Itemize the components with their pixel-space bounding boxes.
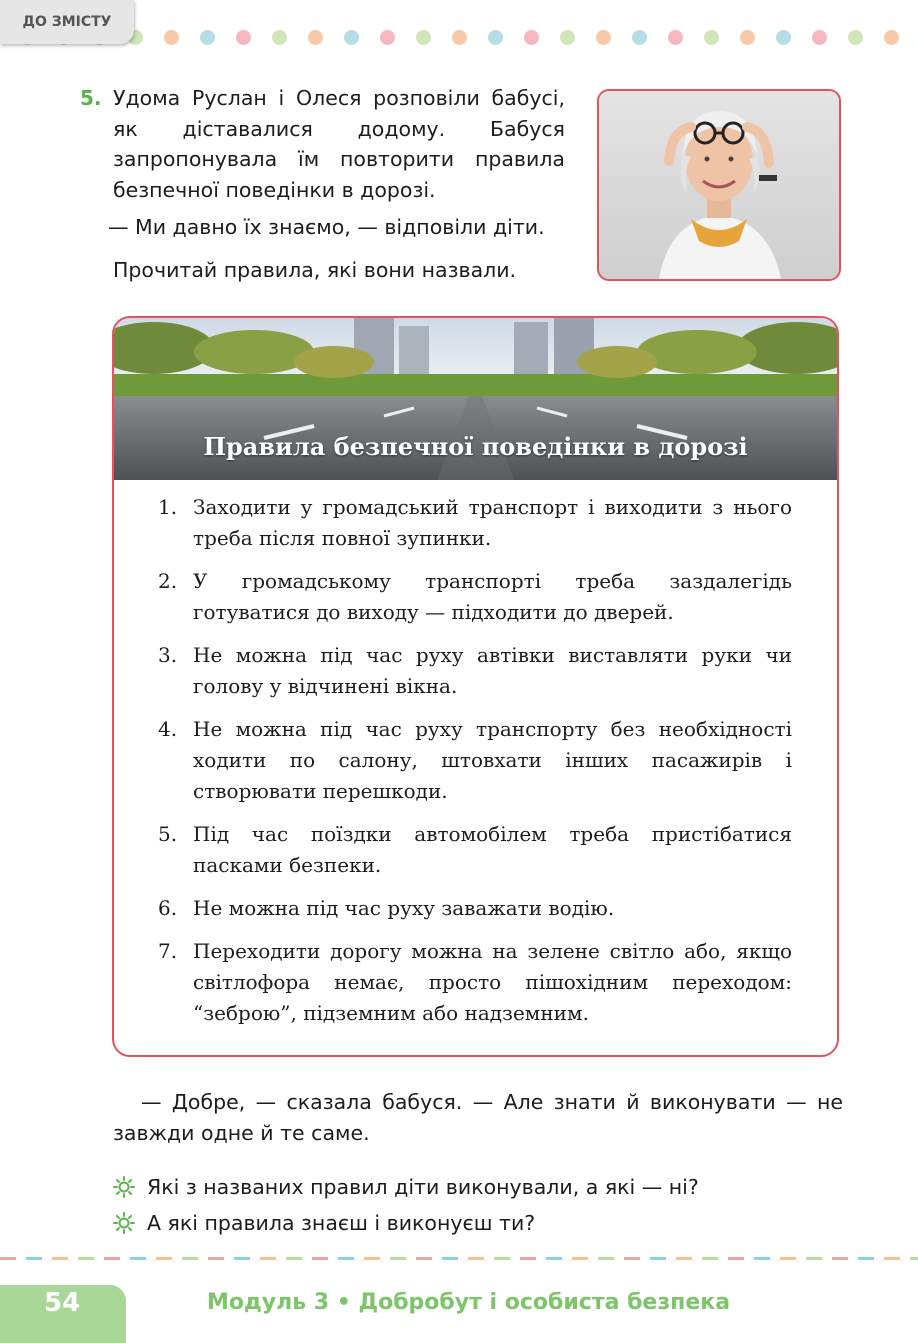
divider-dash <box>650 1257 666 1260</box>
rules-title: Правила безпечної поведінки в дорозі <box>203 432 748 461</box>
question-text: А які правила знаєш і виконуєш ти? <box>147 1211 536 1235</box>
divider-dash <box>416 1257 432 1260</box>
rule-number: 5. <box>158 822 178 846</box>
divider-dash <box>884 1257 900 1260</box>
divider-dash <box>598 1257 614 1260</box>
question-item <box>113 1172 699 1202</box>
rule-number: 3. <box>158 643 178 667</box>
module-title: Модуль 3 • Добробут і особиста безпека <box>207 1290 731 1315</box>
toc-button[interactable]: ДО ЗМІСТУ <box>0 0 134 44</box>
rules-box <box>112 316 839 1057</box>
rule-text: Не можна під час руху заважати водію. <box>193 896 615 920</box>
task-paragraph: Удома Руслан і Олеся розповіли бабусі, як діставалися додому. Бабуся запропонувала їм повторити правила безпечної поведінки в дорозі. <box>113 86 565 202</box>
divider-dash <box>468 1257 484 1260</box>
divider-dash <box>26 1257 42 1260</box>
rule-text: У громадському транспорті треба заздалегідь готуватися до виходу — підходити до дверей. <box>193 569 792 624</box>
divider-dash <box>754 1257 770 1260</box>
decorative-dot <box>884 30 899 45</box>
decorative-dot <box>344 30 359 45</box>
decorative-dot <box>632 30 647 45</box>
decorative-dot <box>488 30 503 45</box>
rule-number: 6. <box>158 896 178 920</box>
divider-dash <box>156 1257 172 1260</box>
divider-dash <box>0 1257 16 1260</box>
decorative-dot <box>164 30 179 45</box>
divider-dash <box>260 1257 276 1260</box>
question-item <box>113 1208 535 1238</box>
decorative-dot <box>380 30 395 45</box>
divider-dash <box>130 1257 146 1260</box>
decorative-dot <box>668 30 683 45</box>
outro-paragraph: — Добре, — сказала бабуся. — Але знати й виконувати — не завжди одне й те саме. <box>113 1090 843 1145</box>
rule-item <box>158 714 792 807</box>
divider-dash <box>546 1257 562 1260</box>
decorative-dot <box>596 30 611 45</box>
rule-text: Заходити у громадський транспорт і виходити з нього треба після повної зупинки. <box>193 495 792 550</box>
rules-list <box>158 492 792 1041</box>
rule-item <box>158 566 792 628</box>
decorative-dots <box>0 30 918 46</box>
task-number: 5. <box>80 86 102 110</box>
divider-dash <box>390 1257 406 1260</box>
rule-item <box>158 492 792 554</box>
divider-dash <box>676 1257 692 1260</box>
footer-dashed-divider <box>0 1256 918 1262</box>
rule-item <box>158 936 792 1029</box>
divider-dash <box>104 1257 120 1260</box>
decorative-dot <box>452 30 467 45</box>
rule-text: Не можна під час руху автівки виставляти руки чи голову у відчинені вікна. <box>193 643 792 698</box>
decorative-dot <box>524 30 539 45</box>
divider-dash <box>494 1257 510 1260</box>
rule-number: 4. <box>158 717 178 741</box>
rule-item <box>158 640 792 702</box>
question-text: Які з названих правил діти виконували, а які — ні? <box>147 1175 699 1199</box>
decorative-dot <box>560 30 575 45</box>
decorative-dot <box>812 30 827 45</box>
decorative-dot <box>200 30 215 45</box>
divider-dash <box>780 1257 796 1260</box>
decorative-dot <box>272 30 287 45</box>
decorative-dot <box>704 30 719 45</box>
divider-dash <box>572 1257 588 1260</box>
divider-dash <box>624 1257 640 1260</box>
divider-dash <box>520 1257 536 1260</box>
divider-dash <box>806 1257 822 1260</box>
divider-dash <box>858 1257 874 1260</box>
instruction-line: Прочитай правила, які вони назвали. <box>113 258 517 282</box>
divider-dash <box>338 1257 354 1260</box>
page-number: 54 <box>44 1288 81 1318</box>
dialogue-line: — Ми давно їх знаємо, — відповіли діти. <box>108 215 545 239</box>
rule-text: Не можна під час руху транспорту без необхідності ходити по салону, штовхати інших пасажирів і створювати перешкоди. <box>193 717 792 803</box>
rule-text: Під час поїздки автомобілем треба пристібатися пасками безпеки. <box>193 822 792 877</box>
decorative-dot <box>740 30 755 45</box>
rule-number: 2. <box>158 569 178 593</box>
divider-dash <box>182 1257 198 1260</box>
decorative-dot <box>776 30 791 45</box>
divider-dash <box>442 1257 458 1260</box>
divider-dash <box>312 1257 328 1260</box>
grandmother-photo <box>597 89 841 281</box>
divider-dash <box>234 1257 250 1260</box>
divider-dash <box>286 1257 302 1260</box>
divider-dash <box>832 1257 848 1260</box>
divider-dash <box>78 1257 94 1260</box>
sun-icon <box>113 1176 135 1198</box>
rule-text: Переходити дорогу можна на зелене світло або, якщо світлофора немає, просто пішохідним переходом: “зеброю”, підземним або надземним. <box>193 939 792 1025</box>
sun-icon <box>113 1212 135 1234</box>
rule-number: 7. <box>158 939 178 963</box>
rule-item <box>158 819 792 881</box>
divider-dash <box>910 1257 918 1260</box>
divider-dash <box>702 1257 718 1260</box>
rule-item <box>158 893 792 924</box>
decorative-dot <box>236 30 251 45</box>
divider-dash <box>728 1257 744 1260</box>
divider-dash <box>52 1257 68 1260</box>
divider-dash <box>364 1257 380 1260</box>
decorative-dot <box>416 30 431 45</box>
decorative-dot <box>308 30 323 45</box>
rule-number: 1. <box>158 495 178 519</box>
divider-dash <box>208 1257 224 1260</box>
decorative-dot <box>848 30 863 45</box>
